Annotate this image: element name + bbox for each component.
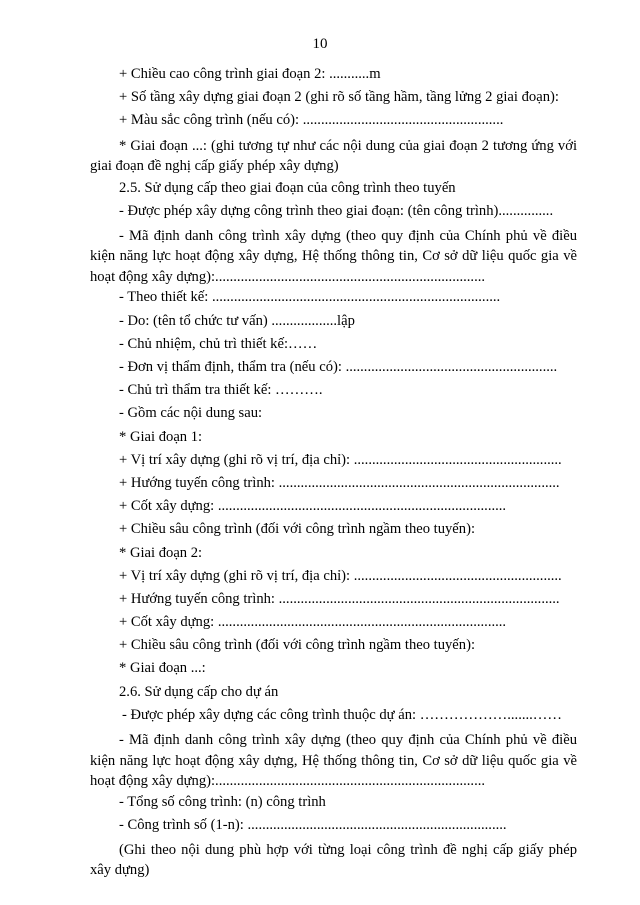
text-line: + Màu sắc công trình (nếu có): ....................................................... — [119, 112, 504, 129]
text-line: - Tổng số công trình: (n) công trình — [119, 793, 326, 810]
paragraph: - Mã định danh công trình xây dựng (theo quy định của Chính phủ về điều kiện năng lực hoạt động xây dựng, Hệ thống thông tin, Cơ sở dữ liệu quốc gia về hoạt động xây dựng):.......................................................................... — [90, 227, 577, 285]
text-line: + Vị trí xây dựng (ghi rõ vị trí, địa chỉ): ......................................................... — [119, 567, 562, 584]
text-line: - Đơn vị thẩm định, thẩm tra (nếu có): .......................................................... — [119, 359, 558, 375]
paragraph: (Ghi theo nội dung phù hợp với từng loại công trình đề nghị cấp giấy phép xây dựng) — [90, 841, 577, 879]
text-line: + Hướng tuyến công trình: ............................................................................. — [119, 474, 560, 491]
text-line: * Giai đoạn 2: — [119, 544, 203, 561]
page-number: 10 — [312, 36, 328, 52]
text-line: + Cốt xây dựng: ............................................................................... — [119, 614, 507, 631]
text-line: * Giai đoạn ...: — [119, 660, 206, 677]
text-line: - Chủ nhiệm, chủ trì thiết kế:…… — [119, 335, 318, 352]
text-line: - Công trình số (1-n): ....................................................................... — [119, 816, 507, 833]
text-line: * Giai đoạn 1: — [119, 428, 203, 445]
text-line: + Số tầng xây dựng giai đoạn 2 (ghi rõ số tầng hầm, tầng lửng 2 giai đoạn): — [119, 89, 559, 106]
section-heading: 2.6. Sử dụng cấp cho dự án — [119, 683, 279, 700]
document-body — [90, 66, 577, 881]
paragraph: - Mã định danh công trình xây dựng (theo quy định của Chính phủ về điều kiện năng lực hoạt động xây dựng, Hệ thống thông tin, Cơ sở dữ liệu quốc gia về hoạt động xây dựng):.......................................................................... — [90, 732, 577, 789]
text-line: - Chủ trì thẩm tra thiết kế: ………. — [119, 382, 323, 399]
text-line: + Vị trí xây dựng (ghi rõ vị trí, địa chỉ): ......................................................... — [119, 451, 562, 468]
text-line: + Chiều sâu công trình (đối với công trình ngầm theo tuyến): — [119, 637, 476, 654]
paragraph: * Giai đoạn ...: (ghi tương tự như các nội dung của giai đoạn 2 tương ứng với giai đoạn đề nghị cấp giấy phép xây dựng) — [90, 137, 577, 175]
text-line: + Chiều cao công trình giai đoạn 2: ...........m — [119, 66, 381, 82]
section-heading: 2.5. Sử dụng cấp theo giai đoạn của công trình theo tuyến — [119, 179, 456, 196]
text-line: + Hướng tuyến công trình: ............................................................................. — [119, 590, 560, 607]
text-line: + Cốt xây dựng: ............................................................................... — [119, 498, 507, 515]
text-line: + Chiều sâu công trình (đối với công trình ngầm theo tuyến): — [119, 521, 476, 538]
text-line: - Gồm các nội dung sau: — [119, 405, 263, 422]
text-line: - Theo thiết kế: ............................................................................... — [119, 289, 501, 306]
text-line: - Được phép xây dựng các công trình thuộc dự án: ……………….......…… — [122, 706, 562, 723]
text-line: - Do: (tên tổ chức tư vấn) ..................lập — [119, 312, 355, 329]
text-line: - Được phép xây dựng công trình theo giai đoạn: (tên công trình)............... — [119, 202, 554, 219]
